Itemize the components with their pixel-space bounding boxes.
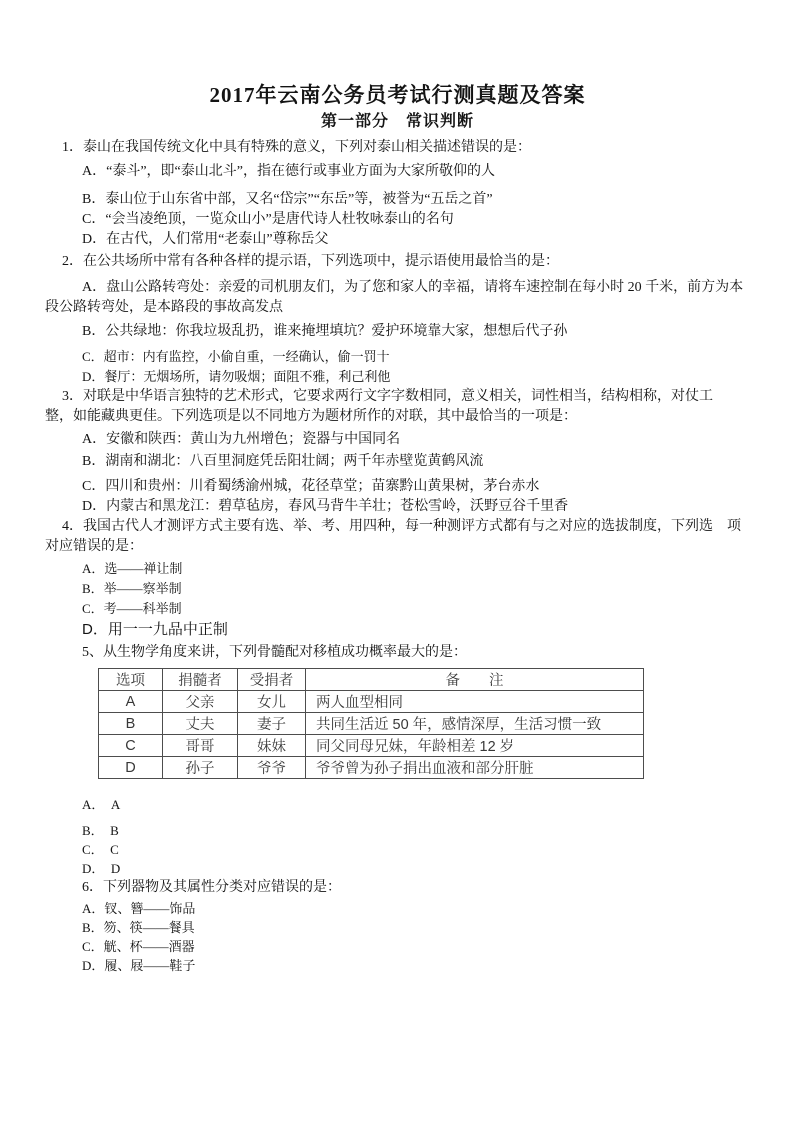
table-cell-recipient: 女儿 <box>238 691 306 713</box>
table-cell-recipient: 爷爷 <box>238 757 306 779</box>
question-2-option-d: D．餐厅：无烟场所，请勿吸烟；面阻不雅，利己利他 <box>82 369 391 384</box>
table-row <box>99 735 644 757</box>
question-1-stem: 1．泰山在我国传统文化中具有特殊的意义，下列对泰山相关描述错误的是： <box>62 140 531 155</box>
table-cell-note: 同父同母兄妹，年龄相差 12 岁 <box>306 735 644 757</box>
table-cell-donor: 哥哥 <box>163 735 238 757</box>
question-4-option-d: D．用一一九品中正制 <box>82 621 228 638</box>
question-2-option-c: C．超市：内有监控，小偷自重，一经确认，偷一罚十 <box>82 349 390 364</box>
table-cell-note: 爷爷曾为孙子捐出血液和部分肝脏 <box>306 757 644 779</box>
question-5-option-c: C． C <box>82 842 119 857</box>
section-heading: 第一部分 常识判断 <box>320 113 474 130</box>
question-3-option-c: C．四川和贵州：川肴蜀绣渝州城，花径草堂；苗寨黔山黄果树，茅台赤水 <box>82 479 540 494</box>
table-row <box>99 757 644 779</box>
table-cell-recipient: 妹妹 <box>238 735 306 757</box>
table-cell-option: C <box>99 735 163 757</box>
question-2-option-a: A．盘山公路转弯处：亲爱的司机朋友们，为了您和家人的幸福，请将车速控制在每小时 20 千米，前方为本段公路转弯处，是本路段的事故高发点 <box>45 280 744 315</box>
question-5-option-b: B． B <box>82 823 119 838</box>
question-2-stem: 2．在公共场所中常有各种各样的提示语，下列选项中，提示语使用最恰当的是： <box>62 254 559 269</box>
doc-title: 2017年云南公务员考试行测真题及答案 <box>209 83 586 107</box>
question-4-option-a: A．选——禅让制 <box>82 561 183 576</box>
question-2-option-b: B．公共绿地：你我垃圾乱扔，谁来掩埋填坑？爱护环境靠大家，想想后代子孙 <box>82 324 568 339</box>
table-cell-donor: 丈夫 <box>163 713 238 735</box>
table-cell-recipient: 妻子 <box>238 713 306 735</box>
bone-marrow-table <box>98 668 644 779</box>
table-row <box>99 691 644 713</box>
question-5-stem: 5、从生物学角度来讲，下列骨髓配对移植成功概率最大的是： <box>82 645 467 660</box>
table-header-note: 备 注 <box>306 669 644 691</box>
question-4-stem: 4．我国古代人才测评方式主要有选、举、考、用四种，每一种测评方式都有与之对应的选拔制度，下列选 项对应错误的是： <box>45 519 741 554</box>
table-row <box>99 713 644 735</box>
question-4-option-b: B．举——察举制 <box>82 581 182 596</box>
question-6-option-c: C．觥、杯——酒器 <box>82 939 195 954</box>
question-1-option-c: C．“会当凌绝顶，一览众山小”是唐代诗人杜牧咏泰山的名句 <box>82 212 454 227</box>
table-cell-option: B <box>99 713 163 735</box>
table-cell-option: D <box>99 757 163 779</box>
table-cell-note: 共同生活近 50 年，感情深厚，生活习惯一致 <box>306 713 644 735</box>
question-3-option-b: B．湖南和湖北：八百里洞庭凭岳阳壮阔；两千年赤壁览黄鹤风流 <box>82 454 484 469</box>
question-5-option-d: D． D <box>82 861 121 876</box>
question-1-option-d: D．在古代，人们常用“老泰山”尊称岳父 <box>82 232 329 247</box>
table-header-recipient: 受捐者 <box>238 669 306 691</box>
table-cell-note: 两人血型相同 <box>306 691 644 713</box>
table-header-option: 选项 <box>99 669 163 691</box>
question-6-option-d: D．履、屐——鞋子 <box>82 958 196 973</box>
question-5-option-a: A． A <box>82 797 121 812</box>
table-cell-donor: 孙子 <box>163 757 238 779</box>
question-1-option-a: A．“泰斗”，即“泰山北斗”，指在德行或事业方面为大家所敬仰的人 <box>82 164 495 179</box>
question-1-option-b: B．泰山位于山东省中部，又名“岱宗”“东岳”等，被誉为“五岳之首” <box>82 192 493 207</box>
question-6-stem: 6．下列器物及其属性分类对应错误的是： <box>82 880 341 895</box>
table-cell-donor: 父亲 <box>163 691 238 713</box>
table-header-row <box>99 669 644 691</box>
question-6-option-a: A．钗、簪——饰品 <box>82 901 196 916</box>
question-4-option-c: C．考——科举制 <box>82 601 182 616</box>
table-header-donor: 捐髓者 <box>163 669 238 691</box>
question-6-option-b: B．笏、筷——餐具 <box>82 920 195 935</box>
question-3-stem: 3．对联是中华语言独特的艺术形式，它要求两行文字字数相同，意义相关，词性相当，结构相称，对仗工 整，如能藏典更佳。下列选项是以不同地方为题材所作的对联，其中最恰当的一项是： <box>45 389 727 424</box>
question-3-option-a: A．安徽和陕西：黄山为九州增色；瓷器与中国同名 <box>82 432 401 447</box>
question-3-option-d: D．内蒙古和黑龙江：碧草毡房，春风马背牛羊壮；苍松雪岭，沃野豆谷千里香 <box>82 499 569 514</box>
table-cell-option: A <box>99 691 163 713</box>
